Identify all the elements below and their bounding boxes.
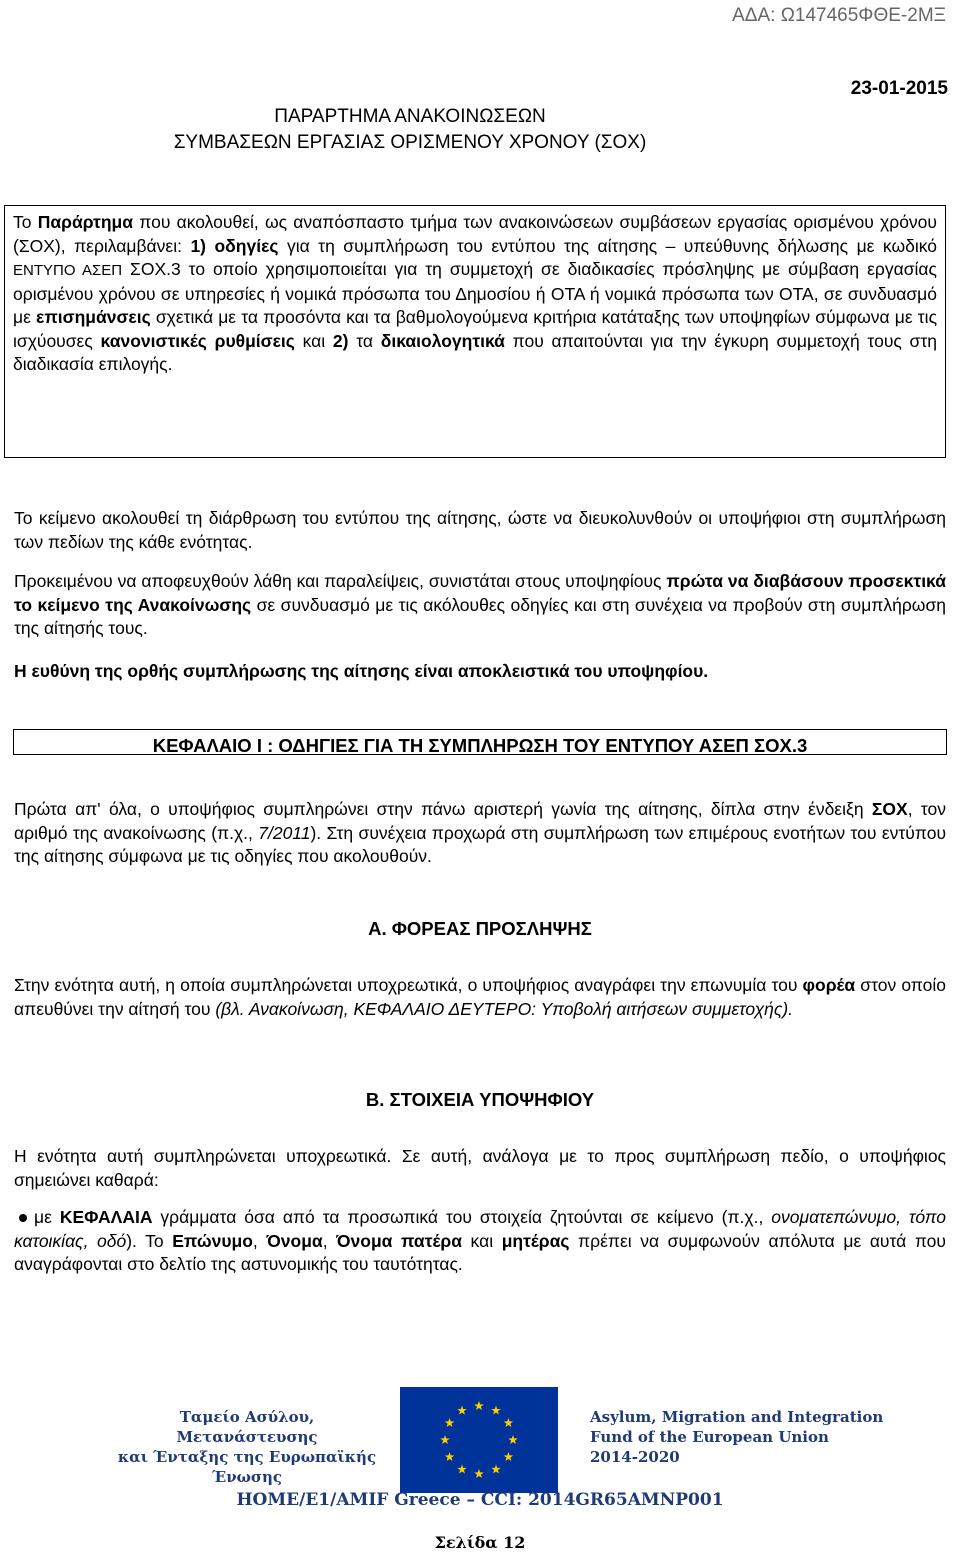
intro-text: και (294, 330, 333, 351)
bullet-italic: ονοματεπώνυμο, τόπο κατοικίας, οδό (14, 1207, 946, 1251)
section-a-text: Στην ενότητα αυτή, η οποία συμπληρώνεται υποχρεωτικά, ο υποψήφιος αναγράφει την επωνυμία του (14, 975, 803, 995)
section-a-heading: Α. ΦΟΡΕΑΣ ΠΡΟΣΛΗΨΗΣ (368, 918, 592, 939)
section-b-heading: Β. ΣΤΟΙΧΕΙΑ ΥΠΟΨΗΦΙΟΥ (365, 1089, 595, 1110)
intro-bold: 2) (332, 330, 349, 351)
bullet-bold: Όνομα πατέρα (336, 1230, 462, 1251)
document-date: 23-01-2015 (850, 78, 948, 99)
intro-bold: επισημάνσεις (36, 307, 151, 327)
intro-text: για τη συμπλήρωση του εντύπου της αίτησης – υπεύθυνης δήλωσης με κωδικό (278, 235, 938, 256)
intro-text: τα (348, 330, 381, 351)
chapter-heading: ΚΕΦΑΛΑΙΟ Ι : ΟΔΗΓΙΕΣ ΓΙΑ ΤΗ ΣΥΜΠΛΗΡΩΣΗ ΤΟΥ ΕΝΤΥΠΟΥ ΑΣΕΠ ΣΟΧ.3 (13, 729, 947, 755)
eu-flag-icon (400, 1387, 558, 1493)
title-line-1: ΠΑΡΑΡΤΗΜΑ ΑΝΑΚΟΙΝΩΣΕΩΝ (274, 106, 546, 127)
bullet-text: γράμματα όσα από τα προσωπικά του στοιχεία ζητούνται σε κείμενο (π.χ., (152, 1207, 772, 1227)
paragraph-advice (14, 570, 946, 641)
footer-right-line: Fund of the European Union (590, 1428, 829, 1446)
footer-code: HOME/E1/AMIF Greece – CCI: 2014GR65AMNP001 (236, 1490, 724, 1510)
footer-left-text (108, 1407, 386, 1487)
bullet-item (14, 1206, 946, 1277)
intro-bold: δικαιολογητικά (380, 330, 505, 351)
title-line-2: ΣΥΜΒΑΣΕΩΝ ΕΡΓΑΣΙΑΣ ΟΡΙΣΜΕΝΟΥ ΧΡΟΝΟΥ (ΣΟΧ) (173, 132, 647, 153)
ada-code: ΑΔΑ: Ω147465ΦΘΕ-2ΜΞ (732, 5, 946, 26)
intro-text: ΣΟΧ.3 το οποίο χρησιμοποιείται για τη συμμετοχή σε διαδικασίες πρόσληψης με σύμβαση εργασίας ορισμένου χρόνου σε υπηρεσίες ή νομικά πρόσωπα του Δημοσίου ή ΟΤΑ ή νομικά πρόσωπα των ΟΤΑ, σε συνδυασμό με (13, 259, 937, 327)
document-title (0, 104, 820, 156)
footer-left-line: και Ένταξης της Ευρωπαϊκής (117, 1448, 377, 1466)
intro-text: Το (13, 212, 38, 232)
footer-right-line: 2014-2020 (590, 1448, 680, 1466)
steps-italic: 7/2011 (258, 822, 311, 843)
intro-box (4, 205, 946, 458)
advice-text: σε συνδυασμό με τις ακόλουθες οδηγίες και στη συνέχεια να προβούν στη συμπλήρωση της αίτησής τους. (14, 594, 946, 638)
advice-text: Προκειμένου να αποφευχθούν λάθη και παραλείψεις, συνιστάται στους υποψηφίους (14, 571, 667, 591)
footer-right-line: Asylum, Migration and Integration (590, 1408, 884, 1426)
footer-right-text (590, 1407, 890, 1467)
advice-bold: πρώτα να διαβάσουν προσεκτικά το κείμενο της Ανακοίνωσης (14, 571, 946, 615)
steps-text: ). Στη συνέχεια προχωρά στη συμπλήρωση των επιμέρους ενοτήτων του εντύπου της αίτησης σύμφωνα με τις οδηγίες που ακολουθούν. (14, 822, 947, 866)
bullet-bold: μητέρας (501, 1230, 570, 1251)
page-number: Σελίδα 12 (434, 1533, 526, 1552)
intro-bold: κανονιστικές ρυθμίσεις (100, 330, 295, 351)
paragraph-structure: Το κείμενο ακολουθεί τη διάρθρωση του εντύπου της αίτησης, ώστε να διευκολυνθούν οι υποψήφιοι στη συμπλήρωση των πεδίων της κάθε ενότητας. (14, 508, 946, 552)
section-a-bold: φορέα (802, 975, 856, 995)
bullet-text: , (322, 1230, 337, 1251)
intro-text: που ακολουθεί, ως αναπόσπαστο τμήμα των ανακοινώσεων συμβάσεων εργασίας ορισμένου χρόνου (ΣΟΧ), περιλαμβάνει: (13, 212, 937, 256)
section-a-italic: (βλ. Ανακοίνωση, ΚΕΦΑΛΑΙΟ ΔΕΥΤΕΡΟ: Υποβολή αιτήσεων συμμετοχής). (215, 998, 794, 1019)
steps-text: , τον αριθμό της ανακοίνωσης (π.χ., (14, 799, 947, 843)
bullet-text: πρέπει να συμφωνούν απόλυτα με αυτά που αναγράφονται στο δελτίο της αστυνομικής του ταυτότητας. (14, 1230, 946, 1274)
steps-bold: ΣΟΧ (871, 799, 908, 819)
paragraph-section-b: Η ενότητα αυτή συμπληρώνεται υποχρεωτικά. Σε αυτή, ανάλογα με το προς συμπλήρωση πεδίο, ο υποψήφιος σημειώνει καθαρά: (14, 1146, 946, 1190)
bullet-text: , (252, 1230, 267, 1251)
bullet-bold: ΚΕΦΑΛΑΙΑ (59, 1207, 153, 1227)
bullet-text: με (34, 1207, 60, 1227)
intro-text: που απαιτούνται για την έγκυρη συμμετοχή τους στη διαδικασία επιλογής. (13, 330, 938, 374)
form-code: ΕΝΤΥΠΟ ΑΣΕΠ (13, 262, 123, 279)
steps-text: Πρώτα απ' όλα, ο υποψήφιος συμπληρώνει στην πάνω αριστερή γωνία της αίτησης, δίπλα στην ένδειξη (14, 799, 872, 819)
paragraph-section-a (14, 974, 946, 1021)
footer-left-line: Ένωσης (212, 1468, 282, 1486)
responsibility-note: Η ευθύνη της ορθής συμπλήρωσης της αίτησης είναι αποκλειστικά του υποψηφίου. (14, 661, 709, 681)
intro-bold: Παράρτημα (37, 212, 134, 232)
intro-text: σχετικά με τα προσόντα και τα βαθμολογούμενα κριτήρια κατάταξης των υποψηφίων σύμφωνα με τις ισχύουσες (13, 307, 938, 351)
bullet-bold: Επώνυμο (172, 1230, 253, 1251)
paragraph-first-steps (14, 798, 946, 869)
footer-left-line: Ταμείο Ασύλου, Μετανάστευσης (176, 1408, 318, 1446)
bullet-text: και (461, 1230, 502, 1251)
bullet-text: ). Το (126, 1230, 173, 1251)
intro-bold: 1) οδηγίες (190, 235, 279, 256)
section-a-text: στον οποίο απευθύνει την αίτησή του (14, 975, 946, 1019)
bullet-bold: Όνομα (266, 1230, 323, 1251)
